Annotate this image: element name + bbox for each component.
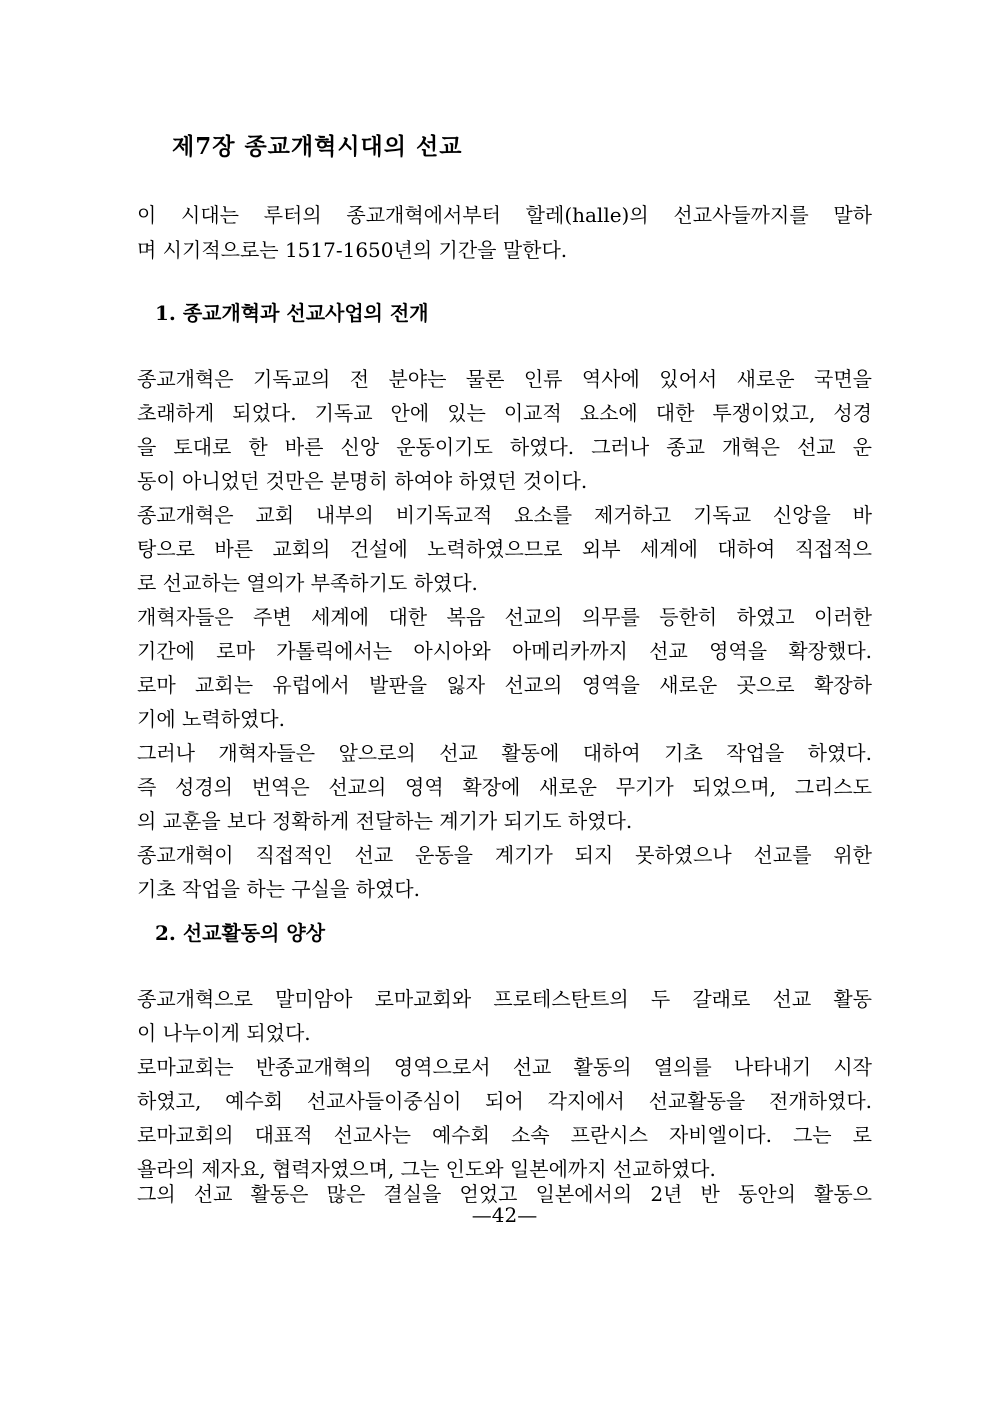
paragraph-line: 그의 선교 활동은 많은 결실을 얻었고 일본에서의 2년 반 동안의 활동으 — [137, 1182, 872, 1206]
paragraph-line: 그러나 개혁자들은 앞으로의 선교 활동에 대하여 기초 작업을 하였다. — [137, 741, 872, 765]
paragraph-line: 초래하게 되었다. 기독교 안에 있는 이교적 요소에 대한 투쟁이었고, 성경 — [137, 401, 872, 425]
paragraph-line: 을 토대로 한 바른 신앙 운동이기도 하였다. 그러나 종교 개혁은 선교 운 — [137, 435, 872, 459]
paragraph-line: 의 교훈을 보다 정확하게 전달하는 계기가 되기도 하였다. — [137, 809, 633, 833]
paragraph-line: 로마교회는 반종교개혁의 영역으로서 선교 활동의 열의를 나타내기 시작 — [137, 1055, 872, 1079]
paragraph-line: 로마교회의 대표적 선교사는 예수회 소속 프란시스 자비엘이다. 그는 로 — [137, 1123, 872, 1147]
chapter-title: 제7장 종교개혁시대의 선교 — [172, 133, 463, 160]
intro-line: 이 시대는 루터의 종교개혁에서부터 할레(halle)의 선교사들까지를 말하 — [137, 203, 872, 227]
paragraph-line: 즉 성경의 번역은 선교의 영역 확장에 새로운 무기가 되었으며, 그리스도 — [137, 775, 872, 799]
paragraph-line: 동이 아니었던 것만은 분명히 하여야 하였던 것이다. — [137, 469, 588, 493]
paragraph-line: 기초 작업을 하는 구실을 하였다. — [137, 877, 420, 901]
section-heading-1: 1. 종교개혁과 선교사업의 전개 — [155, 301, 429, 325]
paragraph-line: 종교개혁은 교회 내부의 비기독교적 요소를 제거하고 기독교 신앙을 바 — [137, 503, 872, 527]
paragraph-line: 개혁자들은 주변 세계에 대한 복음 선교의 의무를 등한히 하였고 이러한 — [137, 605, 872, 629]
paragraph-line: 탕으로 바른 교회의 건설에 노력하였으므로 외부 세계에 대하여 직접적으 — [137, 537, 872, 561]
paragraph-line: 종교개혁은 기독교의 전 분야는 물론 인류 역사에 있어서 새로운 국면을 — [137, 367, 872, 391]
paragraph-line: 욜라의 제자요, 협력자였으며, 그는 인도와 일본에까지 선교하였다. — [137, 1157, 716, 1181]
paragraph-line: 하였고, 예수회 선교사들이중심이 되어 각지에서 선교활동을 전개하였다. — [137, 1089, 872, 1113]
paragraph-line: 종교개혁이 직접적인 선교 운동을 계기가 되지 못하였으나 선교를 위한 — [137, 843, 872, 867]
page-number: —42— — [471, 1203, 538, 1227]
paragraph-line: 로 선교하는 열의가 부족하기도 하였다. — [137, 571, 478, 595]
paragraph-line: 기에 노력하였다. — [137, 707, 285, 731]
paragraph-line: 로마 교회는 유럽에서 발판을 잃자 선교의 영역을 새로운 곳으로 확장하 — [137, 673, 872, 697]
paragraph-line: 이 나누이게 되었다. — [137, 1021, 311, 1045]
paragraph-line: 기간에 로마 가톨릭에서는 아시아와 아메리카까지 선교 영역을 확장했다. — [137, 639, 872, 663]
paragraph-line: 종교개혁으로 말미암아 로마교회와 프로테스탄트의 두 갈래로 선교 활동 — [137, 987, 872, 1011]
intro-line: 며 시기적으로는 1517-1650년의 기간을 말한다. — [137, 238, 568, 262]
section-heading-2: 2. 선교활동의 양상 — [155, 921, 326, 945]
